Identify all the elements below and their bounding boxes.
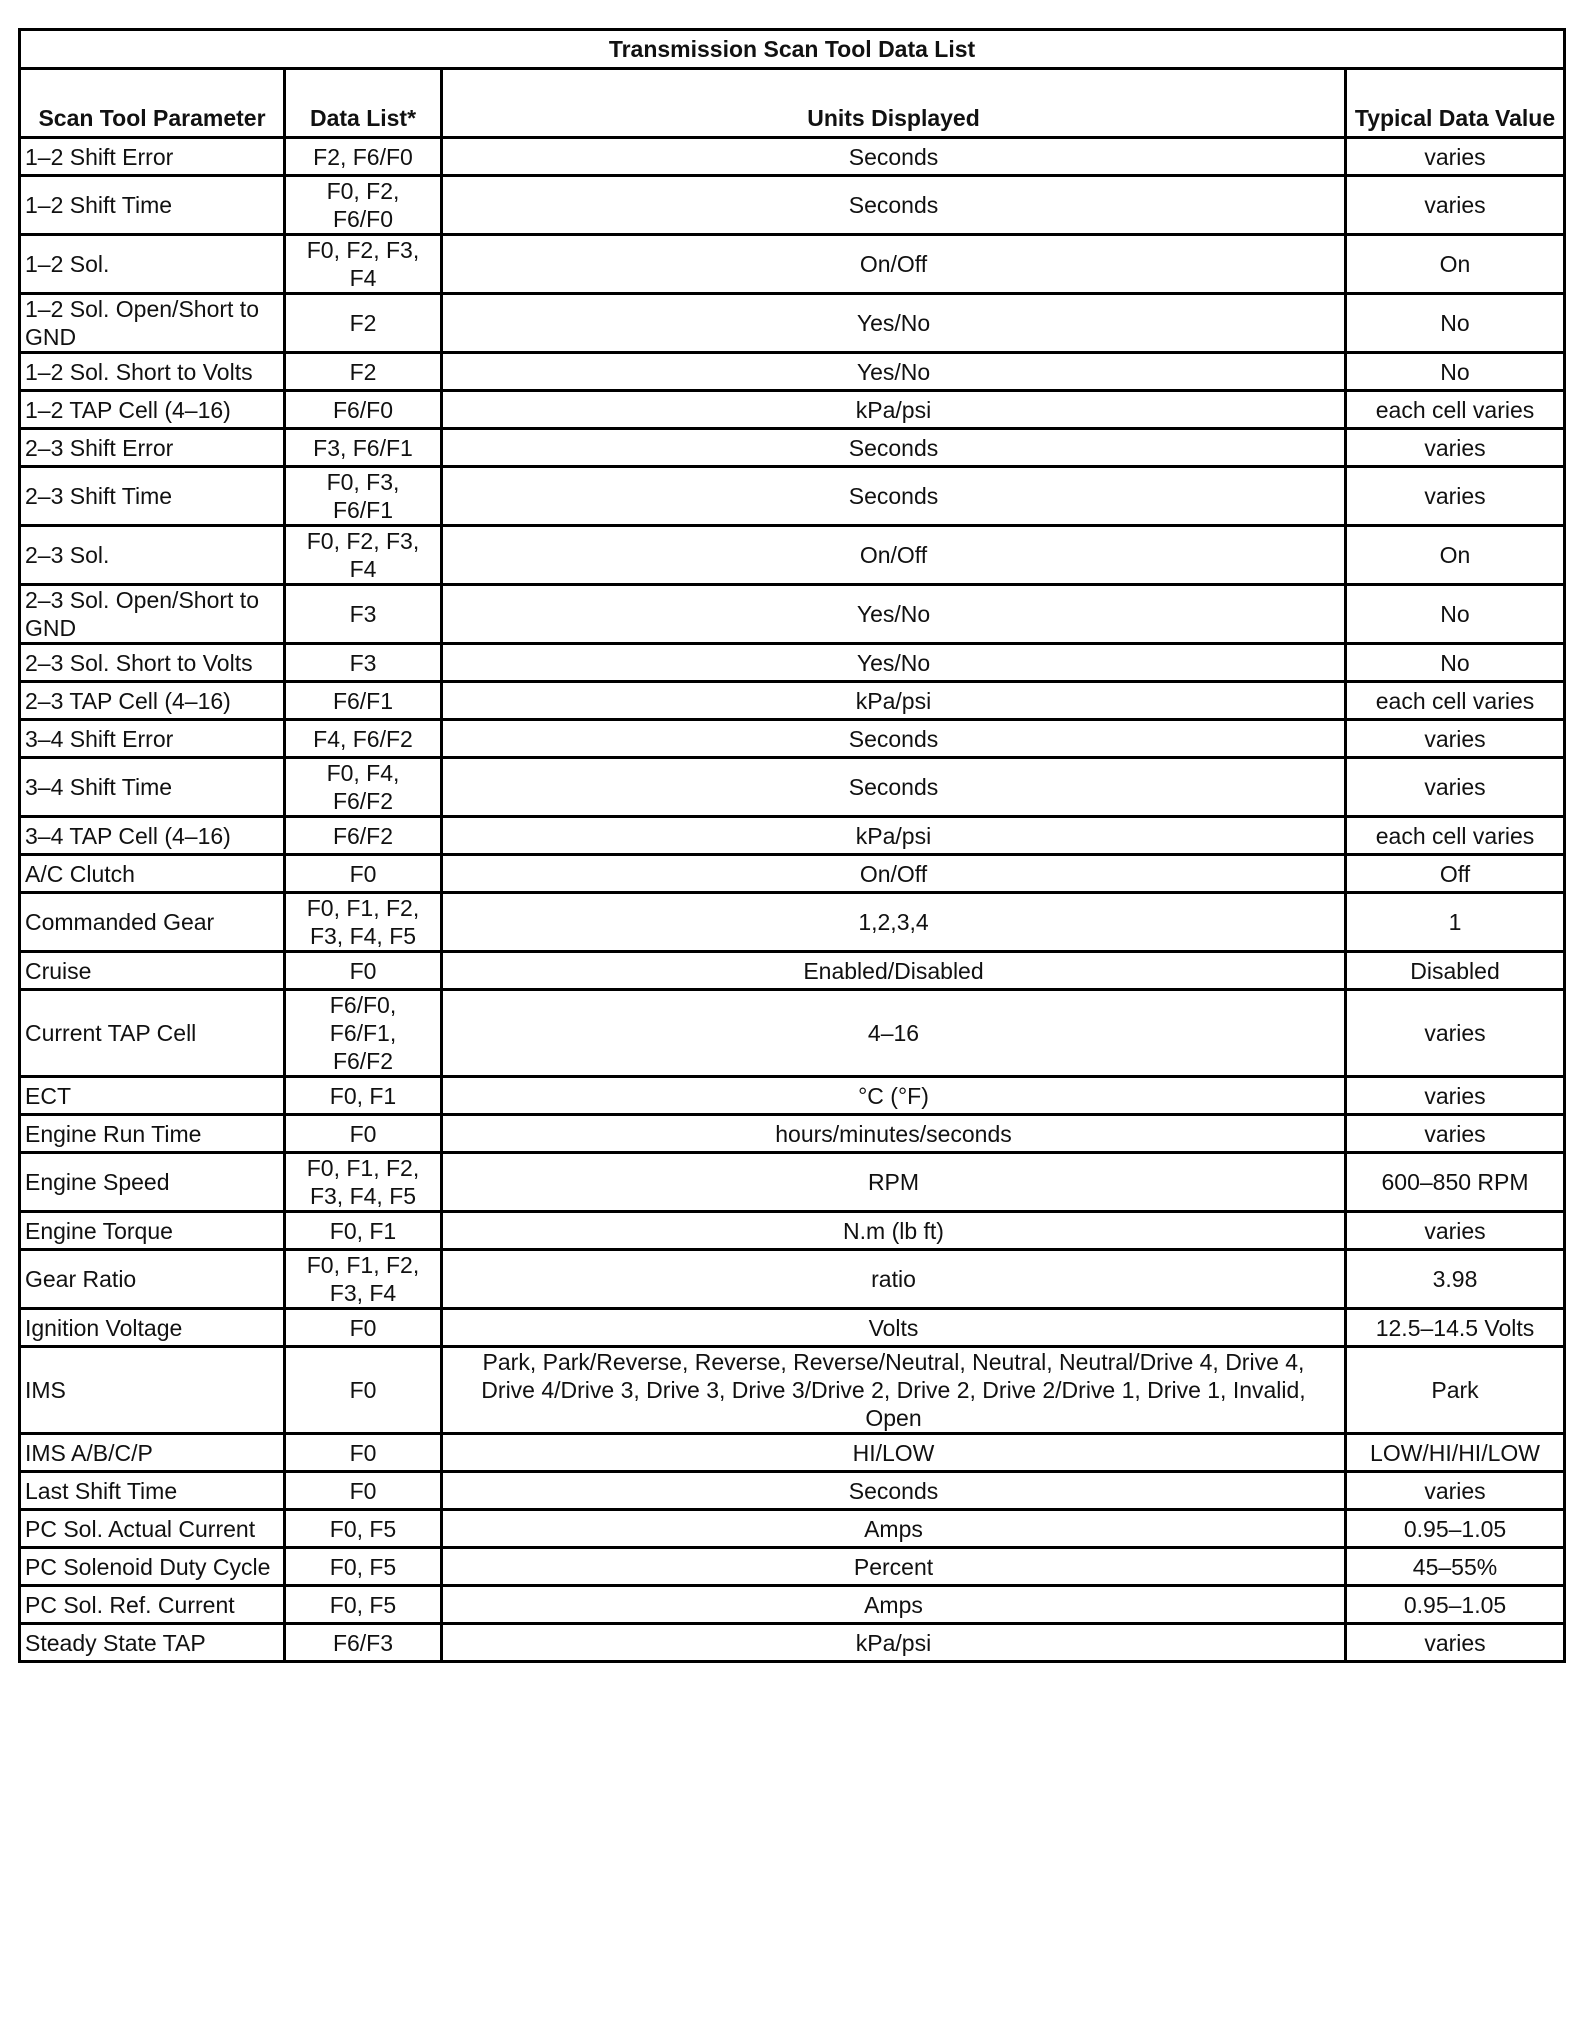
cell-data-list: F0, F1 [285, 1077, 442, 1115]
cell-typical-value: 0.95–1.05 [1346, 1586, 1565, 1624]
cell-data-list: F6/F3 [285, 1624, 442, 1662]
cell-parameter: 3–4 Shift Time [20, 758, 285, 817]
table-row [20, 526, 1565, 585]
cell-parameter: 2–3 Shift Time [20, 467, 285, 526]
cell-data-list: F3, F6/F1 [285, 429, 442, 467]
cell-parameter: 3–4 Shift Error [20, 720, 285, 758]
cell-typical-value: No [1346, 353, 1565, 391]
cell-units: °C (°F) [442, 1077, 1346, 1115]
cell-typical-value: varies [1346, 720, 1565, 758]
cell-data-list: F6/F1 [285, 682, 442, 720]
cell-typical-value: 45–55% [1346, 1548, 1565, 1586]
cell-data-list: F6/F0 [285, 391, 442, 429]
table-row [20, 429, 1565, 467]
cell-typical-value: varies [1346, 429, 1565, 467]
cell-parameter: Ignition Voltage [20, 1309, 285, 1347]
table-row [20, 1309, 1565, 1347]
cell-typical-value: each cell varies [1346, 682, 1565, 720]
cell-typical-value: varies [1346, 1212, 1565, 1250]
cell-data-list: F0, F1, F2, F3, F4, F5 [285, 893, 442, 952]
table-row [20, 990, 1565, 1077]
cell-parameter: Last Shift Time [20, 1472, 285, 1510]
cell-parameter: Engine Run Time [20, 1115, 285, 1153]
table-row [20, 1077, 1565, 1115]
cell-units: Seconds [442, 720, 1346, 758]
cell-units: Seconds [442, 758, 1346, 817]
table-row [20, 1115, 1565, 1153]
cell-units: Enabled/Disabled [442, 952, 1346, 990]
cell-data-list: F2, F6/F0 [285, 138, 442, 176]
cell-units: kPa/psi [442, 1624, 1346, 1662]
table-row [20, 138, 1565, 176]
cell-typical-value: 3.98 [1346, 1250, 1565, 1309]
cell-data-list: F2 [285, 353, 442, 391]
cell-units: Seconds [442, 176, 1346, 235]
cell-data-list: F0, F2, F6/F0 [285, 176, 442, 235]
cell-typical-value: On [1346, 526, 1565, 585]
cell-parameter: 1–2 Shift Error [20, 138, 285, 176]
cell-parameter: PC Sol. Ref. Current [20, 1586, 285, 1624]
cell-units: Volts [442, 1309, 1346, 1347]
cell-units: Percent [442, 1548, 1346, 1586]
cell-typical-value: each cell varies [1346, 391, 1565, 429]
table-row [20, 1212, 1565, 1250]
cell-units: Yes/No [442, 644, 1346, 682]
header-data-list: Data List* [285, 69, 442, 138]
cell-parameter: Current TAP Cell [20, 990, 285, 1077]
cell-parameter: Engine Torque [20, 1212, 285, 1250]
cell-parameter: Engine Speed [20, 1153, 285, 1212]
table-row [20, 952, 1565, 990]
cell-parameter: 2–3 TAP Cell (4–16) [20, 682, 285, 720]
cell-typical-value: varies [1346, 467, 1565, 526]
cell-data-list: F0, F5 [285, 1548, 442, 1586]
cell-parameter: 1–2 Sol. [20, 235, 285, 294]
cell-parameter: Commanded Gear [20, 893, 285, 952]
table-row [20, 682, 1565, 720]
cell-data-list: F0, F2, F3, F4 [285, 235, 442, 294]
table-row [20, 1586, 1565, 1624]
cell-units: Seconds [442, 467, 1346, 526]
cell-data-list: F6/F0, F6/F1, F6/F2 [285, 990, 442, 1077]
cell-units: 1,2,3,4 [442, 893, 1346, 952]
cell-typical-value: varies [1346, 1115, 1565, 1153]
cell-parameter: 1–2 Sol. Short to Volts [20, 353, 285, 391]
cell-units: Yes/No [442, 353, 1346, 391]
cell-units: Amps [442, 1510, 1346, 1548]
cell-typical-value: Off [1346, 855, 1565, 893]
cell-data-list: F4, F6/F2 [285, 720, 442, 758]
cell-typical-value: 600–850 RPM [1346, 1153, 1565, 1212]
table-row [20, 855, 1565, 893]
table-row [20, 176, 1565, 235]
cell-data-list: F0 [285, 1472, 442, 1510]
cell-parameter: Cruise [20, 952, 285, 990]
cell-typical-value: No [1346, 294, 1565, 353]
table-row [20, 644, 1565, 682]
cell-parameter: 2–3 Sol. [20, 526, 285, 585]
cell-units: Seconds [442, 429, 1346, 467]
cell-typical-value: varies [1346, 138, 1565, 176]
table-row [20, 758, 1565, 817]
cell-parameter: IMS A/B/C/P [20, 1434, 285, 1472]
header-typical-value: Typical Data Value [1346, 69, 1565, 138]
table-row [20, 1548, 1565, 1586]
cell-data-list: F0, F2, F3, F4 [285, 526, 442, 585]
cell-units: On/Off [442, 235, 1346, 294]
cell-units: N.m (lb ft) [442, 1212, 1346, 1250]
cell-data-list: F2 [285, 294, 442, 353]
cell-units: On/Off [442, 855, 1346, 893]
cell-typical-value: varies [1346, 176, 1565, 235]
document-page [18, 28, 1563, 1663]
cell-units: Amps [442, 1586, 1346, 1624]
cell-parameter: Steady State TAP [20, 1624, 285, 1662]
cell-typical-value: varies [1346, 990, 1565, 1077]
table-row [20, 294, 1565, 353]
header-units: Units Displayed [442, 69, 1346, 138]
cell-typical-value: varies [1346, 1077, 1565, 1115]
cell-data-list: F0 [285, 1309, 442, 1347]
cell-data-list: F6/F2 [285, 817, 442, 855]
cell-data-list: F0, F1, F2, F3, F4 [285, 1250, 442, 1309]
table-row [20, 467, 1565, 526]
table-header-row [20, 69, 1565, 138]
cell-typical-value: 0.95–1.05 [1346, 1510, 1565, 1548]
cell-units: Yes/No [442, 585, 1346, 644]
cell-data-list: F3 [285, 644, 442, 682]
cell-data-list: F0, F5 [285, 1510, 442, 1548]
table-title-row [20, 30, 1565, 69]
header-parameter: Scan Tool Parameter [20, 69, 285, 138]
cell-parameter: A/C Clutch [20, 855, 285, 893]
cell-units: Seconds [442, 1472, 1346, 1510]
cell-data-list: F0, F1, F2, F3, F4, F5 [285, 1153, 442, 1212]
cell-parameter: 1–2 TAP Cell (4–16) [20, 391, 285, 429]
cell-parameter: PC Sol. Actual Current [20, 1510, 285, 1548]
table-row [20, 235, 1565, 294]
table-title: Transmission Scan Tool Data List [20, 30, 1565, 69]
table-row [20, 893, 1565, 952]
table-row [20, 1510, 1565, 1548]
cell-typical-value: On [1346, 235, 1565, 294]
cell-data-list: F0 [285, 1434, 442, 1472]
cell-units: On/Off [442, 526, 1346, 585]
cell-data-list: F0, F5 [285, 1586, 442, 1624]
cell-parameter: IMS [20, 1347, 285, 1434]
cell-data-list: F0, F3, F6/F1 [285, 467, 442, 526]
cell-parameter: 2–3 Sol. Short to Volts [20, 644, 285, 682]
cell-typical-value: 12.5–14.5 Volts [1346, 1309, 1565, 1347]
table-row [20, 1434, 1565, 1472]
cell-parameter: 3–4 TAP Cell (4–16) [20, 817, 285, 855]
cell-units: kPa/psi [442, 391, 1346, 429]
cell-parameter: ECT [20, 1077, 285, 1115]
cell-data-list: F0 [285, 1115, 442, 1153]
cell-units: kPa/psi [442, 817, 1346, 855]
cell-units: RPM [442, 1153, 1346, 1212]
cell-data-list: F0, F1 [285, 1212, 442, 1250]
cell-parameter: Gear Ratio [20, 1250, 285, 1309]
cell-units: Yes/No [442, 294, 1346, 353]
cell-units: hours/minutes/seconds [442, 1115, 1346, 1153]
cell-typical-value: LOW/HI/HI/LOW [1346, 1434, 1565, 1472]
table-row [20, 1624, 1565, 1662]
cell-data-list: F0 [285, 1347, 442, 1434]
cell-units: Seconds [442, 138, 1346, 176]
transmission-data-table [18, 28, 1566, 1663]
table-row [20, 1250, 1565, 1309]
cell-parameter: 2–3 Shift Error [20, 429, 285, 467]
cell-typical-value: Disabled [1346, 952, 1565, 990]
cell-data-list: F0 [285, 855, 442, 893]
table-row [20, 720, 1565, 758]
cell-typical-value: No [1346, 644, 1565, 682]
cell-typical-value: varies [1346, 1624, 1565, 1662]
cell-parameter: 1–2 Shift Time [20, 176, 285, 235]
cell-units: Park, Park/Reverse, Reverse, Reverse/Neutral, Neutral, Neutral/Drive 4, Drive 4, Drive 4/Drive 3, Drive 3, Drive 3/Drive 2, Drive 2, Drive 2/Drive 1, Drive 1, Invalid, Open [442, 1347, 1346, 1434]
table-row [20, 585, 1565, 644]
cell-data-list: F0, F4, F6/F2 [285, 758, 442, 817]
cell-parameter: 2–3 Sol. Open/Short to GND [20, 585, 285, 644]
table-row [20, 1347, 1565, 1434]
cell-units: HI/LOW [442, 1434, 1346, 1472]
cell-typical-value: Park [1346, 1347, 1565, 1434]
cell-typical-value: No [1346, 585, 1565, 644]
table-row [20, 1153, 1565, 1212]
cell-units: 4–16 [442, 990, 1346, 1077]
table-body [20, 138, 1565, 1662]
cell-typical-value: 1 [1346, 893, 1565, 952]
table-row [20, 391, 1565, 429]
table-row [20, 353, 1565, 391]
cell-units: kPa/psi [442, 682, 1346, 720]
cell-typical-value: each cell varies [1346, 817, 1565, 855]
cell-parameter: PC Solenoid Duty Cycle [20, 1548, 285, 1586]
cell-typical-value: varies [1346, 1472, 1565, 1510]
cell-parameter: 1–2 Sol. Open/Short to GND [20, 294, 285, 353]
cell-data-list: F0 [285, 952, 442, 990]
table-row [20, 1472, 1565, 1510]
cell-typical-value: varies [1346, 758, 1565, 817]
cell-units: ratio [442, 1250, 1346, 1309]
cell-data-list: F3 [285, 585, 442, 644]
table-row [20, 817, 1565, 855]
